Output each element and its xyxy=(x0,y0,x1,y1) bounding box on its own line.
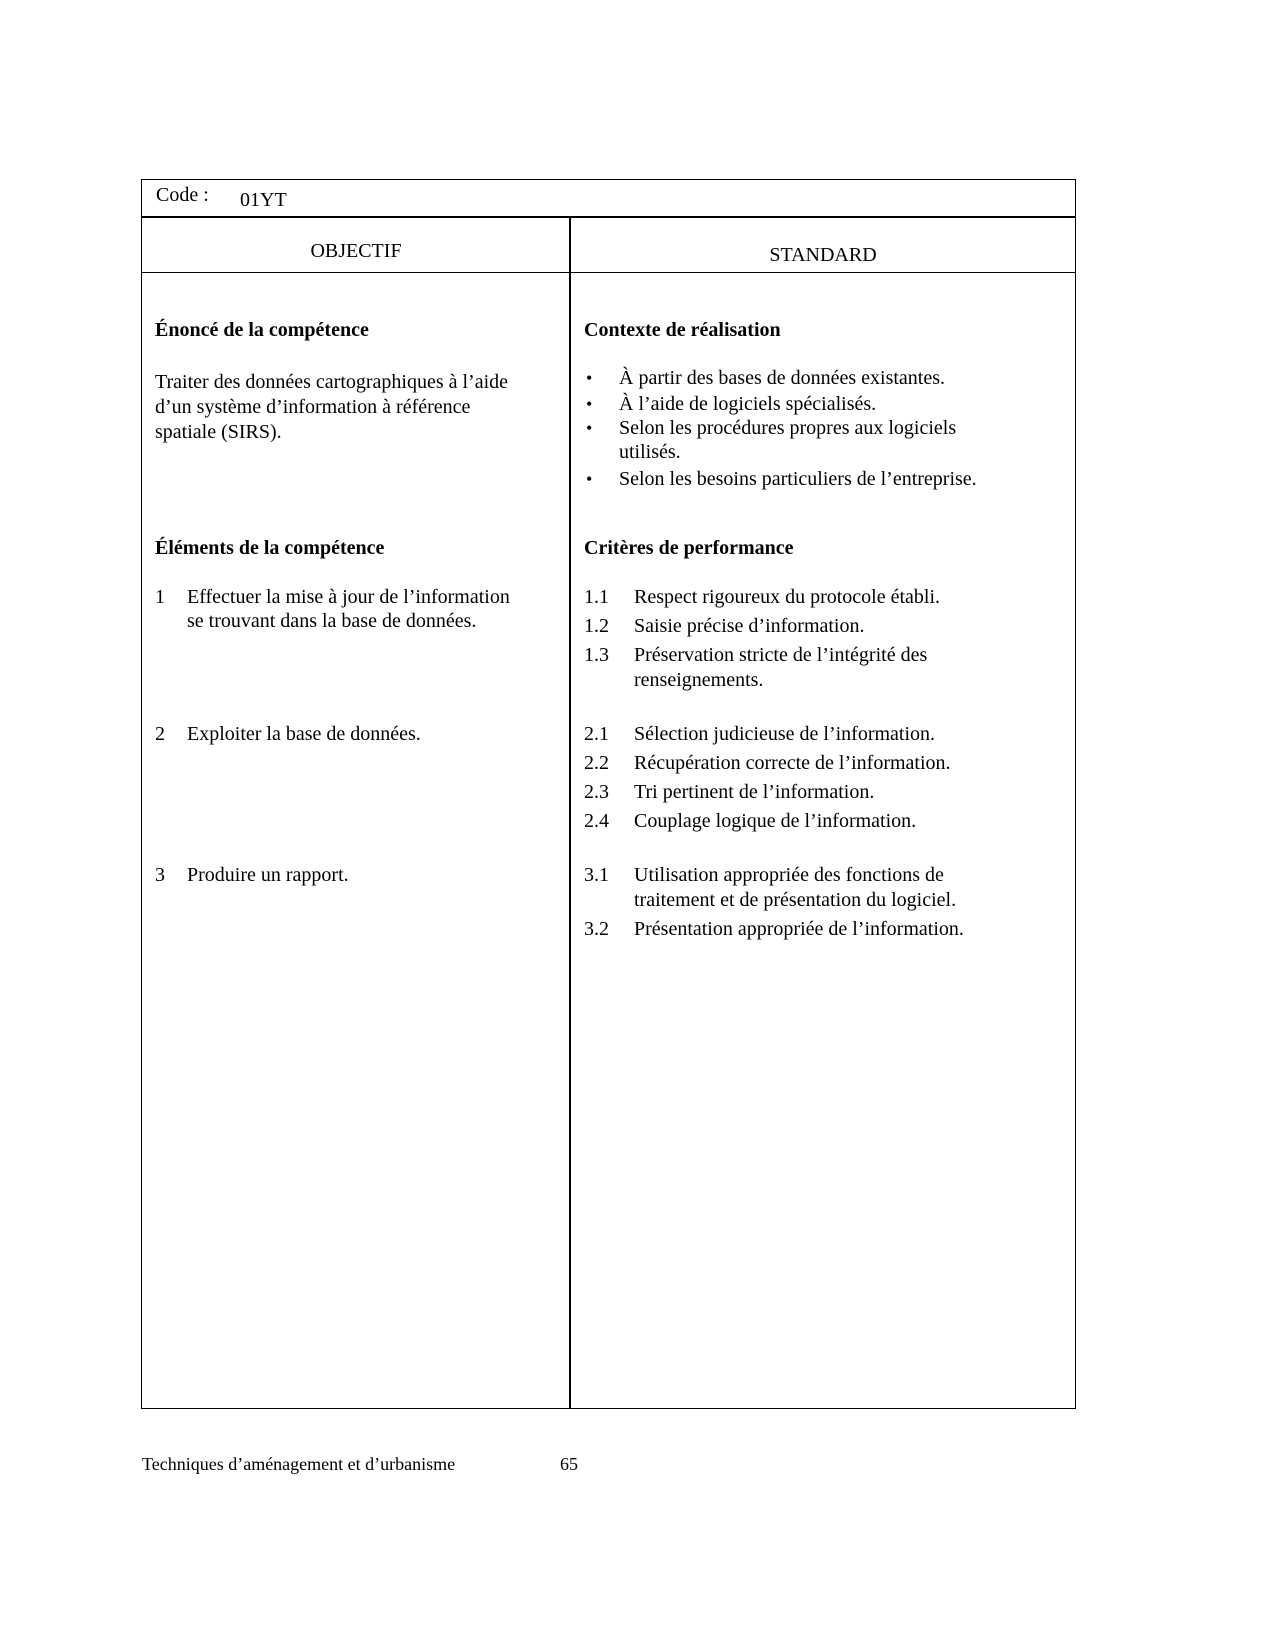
enonce-line: Traiter des données cartographiques à l’aide xyxy=(155,371,509,393)
element-text: Exploiter la base de données. xyxy=(187,723,421,745)
table-border-bottom xyxy=(141,1408,1076,1409)
critere-num: 2.1 xyxy=(584,723,609,745)
table-border-right xyxy=(1075,179,1076,1409)
elements-title: Éléments de la compétence xyxy=(155,537,385,559)
critere-text: Sélection judicieuse de l’information. xyxy=(634,723,936,745)
critere-num: 2.4 xyxy=(584,810,609,832)
code-value: 01YT xyxy=(240,189,287,211)
column-divider xyxy=(569,217,571,1409)
bullet-icon: • xyxy=(586,394,593,414)
critere-num: 1.3 xyxy=(584,644,609,666)
critere-text: Couplage logique de l’information. xyxy=(634,810,917,832)
enonce-title: Énoncé de la compétence xyxy=(155,319,369,341)
element-text: Produire un rapport. xyxy=(187,864,349,886)
critere-num: 2.2 xyxy=(584,752,609,774)
contexte-item-cont: utilisés. xyxy=(619,441,681,463)
bullet-icon: • xyxy=(586,368,593,388)
critere-text: Saisie précise d’information. xyxy=(634,615,865,637)
critere-num: 1.1 xyxy=(584,586,609,608)
page-number: 65 xyxy=(560,1454,578,1474)
element-num: 3 xyxy=(155,864,165,886)
critere-num: 3.2 xyxy=(584,918,609,940)
code-row-divider xyxy=(141,216,1076,218)
contexte-title: Contexte de réalisation xyxy=(584,319,781,341)
bullet-icon: • xyxy=(586,469,593,489)
contexte-item: À l’aide de logiciels spécialisés. xyxy=(619,393,877,415)
contexte-item: Selon les besoins particuliers de l’entreprise. xyxy=(619,468,977,490)
code-label: Code : xyxy=(156,184,209,206)
table-border-top xyxy=(141,179,1076,180)
critere-num: 3.1 xyxy=(584,864,609,886)
critere-text: renseignements. xyxy=(634,669,764,691)
element-num: 2 xyxy=(155,723,165,745)
enonce-line: d’un système d’information à référence xyxy=(155,396,471,418)
criteres-title: Critères de performance xyxy=(584,537,794,559)
header-objectif: OBJECTIF xyxy=(310,240,402,262)
critere-text: Respect rigoureux du protocole établi. xyxy=(634,586,941,608)
table-border-left xyxy=(141,179,142,1409)
critere-text: Récupération correcte de l’information. xyxy=(634,752,951,774)
element-text: Effectuer la mise à jour de l’information xyxy=(187,586,510,608)
element-text: se trouvant dans la base de données. xyxy=(187,610,477,632)
header-row-divider xyxy=(141,272,1076,273)
critere-num: 2.3 xyxy=(584,781,609,803)
enonce-line: spatiale (SIRS). xyxy=(155,421,282,443)
contexte-item: Selon les procédures propres aux logiciels xyxy=(619,417,957,439)
critere-text: Préservation stricte de l’intégrité des xyxy=(634,644,928,666)
header-standard: STANDARD xyxy=(769,244,877,266)
contexte-item: À partir des bases de données existantes. xyxy=(619,367,946,389)
critere-text: Utilisation appropriée des fonctions de xyxy=(634,864,944,886)
element-num: 1 xyxy=(155,586,165,608)
critere-text: traitement et de présentation du logiciel. xyxy=(634,889,957,911)
bullet-icon: • xyxy=(586,418,593,438)
critere-text: Présentation appropriée de l’information. xyxy=(634,918,964,940)
footer-title: Techniques d’aménagement et d’urbanisme xyxy=(142,1454,456,1474)
critere-num: 1.2 xyxy=(584,615,609,637)
critere-text: Tri pertinent de l’information. xyxy=(634,781,875,803)
